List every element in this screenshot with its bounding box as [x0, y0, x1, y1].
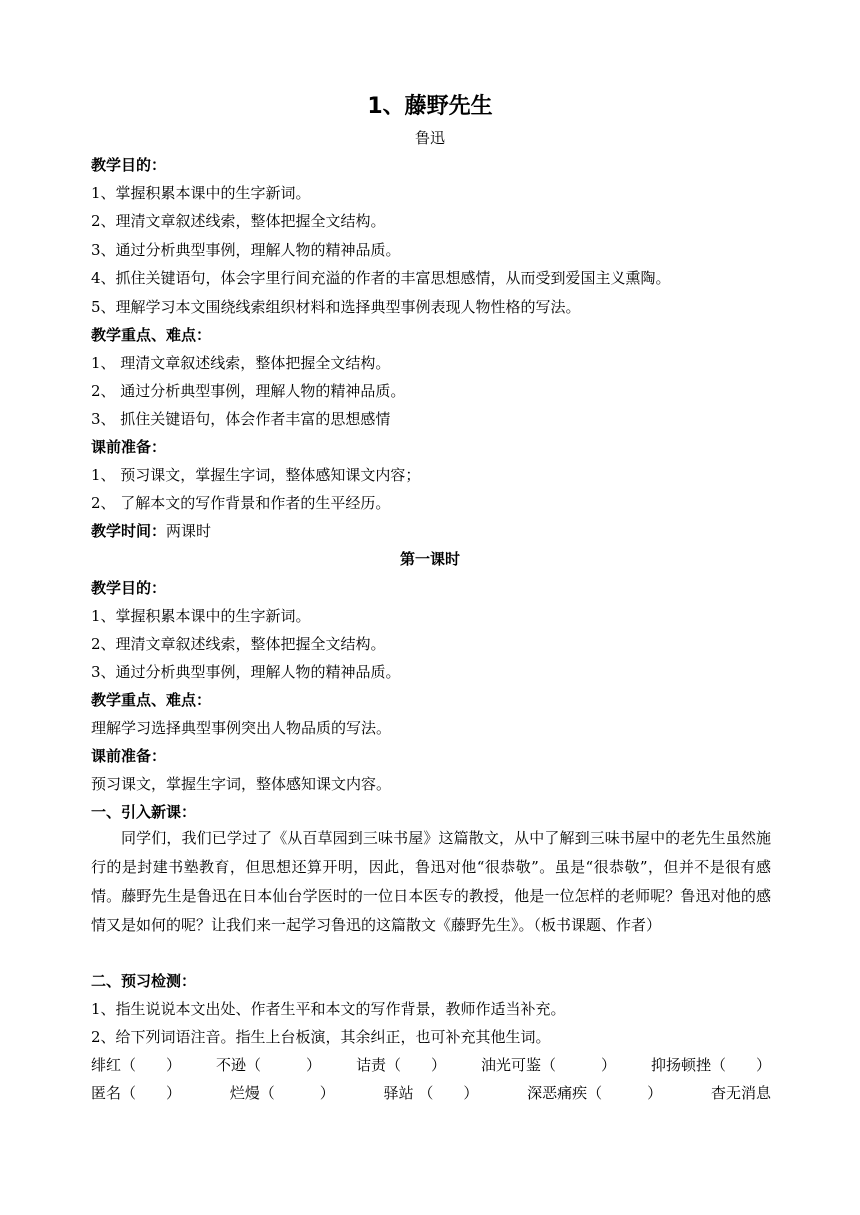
section-heading: 教学目的： — [91, 579, 167, 597]
section-heading: 课前准备： — [91, 747, 167, 765]
body-text: 理解学习选择典型事例突出人物品质的写法。 — [91, 719, 392, 737]
list-item: 3、通过分析典型事例，理解人物的精神品质。 — [91, 241, 401, 259]
list-item: 1、掌握积累本课中的生字新词。 — [91, 607, 311, 625]
doc-title: 1、藤野先生 — [367, 94, 493, 119]
intro-paragraph: 同学们，我们已学过了《从百草园到三味书屋》这篇散文，从中了解到三味书屋中的老先生虽然施行的是封建书塾教育，但思想还算开明，因此，鲁迅对他“很恭敬”。虽是“很恭敬”，但并不是很有感情。藤野先生是鲁迅在日本仙台学医时的一位日本医专的教授，他是一位怎样的老师呢？鲁迅对他的感情又是如何的呢？让我们来一起学习鲁迅的这篇散文《藤野先生》。（板书课题、作者） — [91, 829, 771, 934]
section-heading: 一、引入新课： — [91, 803, 197, 821]
teaching-time-label: 教学时间： — [91, 522, 167, 540]
list-item: 2、理清文章叙述线索，整体把握全文结构。 — [91, 212, 386, 230]
list-item: 1、指生说说本文出处、作者生平和本文的写作背景，教师作适当补充。 — [91, 1000, 566, 1018]
vocab-row — [91, 1054, 771, 1076]
vocab-item: 杳无消息 — [710, 1084, 771, 1102]
section-heading: 二、预习检测： — [91, 972, 197, 990]
lesson-heading: 第一课时 — [399, 550, 460, 568]
vocab-item: 深恶痛疾（ ） — [527, 1084, 663, 1102]
list-item: 1、 预习课文，掌握生字词，整体感知课文内容； — [91, 466, 421, 484]
vocab-item: 绯红（ ） — [91, 1056, 182, 1074]
vocab-item: 不逊（ ） — [215, 1056, 321, 1074]
vocab-item: 油光可鉴（ ） — [480, 1056, 616, 1074]
teaching-time — [91, 520, 771, 542]
vocab-item: 驿站 （ ） — [383, 1084, 479, 1102]
doc-author: 鲁迅 — [414, 129, 445, 147]
list-item: 2、 了解本文的写作背景和作者的生平经历。 — [91, 494, 391, 512]
vocab-row — [91, 1082, 771, 1104]
section-heading: 教学重点、难点： — [91, 691, 212, 709]
section-heading: 教学目的： — [91, 156, 167, 174]
list-item: 2、给下列词语注音。指生上台板演，其余纠正，也可补充其他生词。 — [91, 1028, 551, 1046]
list-item: 2、理清文章叙述线索，整体把握全文结构。 — [91, 635, 386, 653]
list-item: 1、掌握积累本课中的生字新词。 — [91, 184, 311, 202]
list-item: 4、抓住关键语句，体会字里行间充溢的作者的丰富思想感情，从而受到爱国主义熏陶。 — [91, 269, 671, 287]
list-item: 2、 通过分析典型事例，理解人物的精神品质。 — [91, 382, 406, 400]
teaching-time-value: 两课时 — [166, 522, 212, 540]
section-heading: 教学重点、难点： — [91, 326, 212, 344]
list-item: 1、 理清文章叙述线索，整体把握全文结构。 — [91, 354, 391, 372]
vocab-item: 抑扬顿挫（ ） — [650, 1056, 771, 1074]
vocab-item: 烂熳（ ） — [229, 1084, 335, 1102]
vocab-item: 匿名（ ） — [91, 1084, 182, 1102]
list-item: 3、通过分析典型事例，理解人物的精神品质。 — [91, 663, 401, 681]
list-item: 3、 抓住关键语句，体会作者丰富的思想感情 — [91, 410, 391, 428]
list-item: 5、理解学习本文围绕线索组织材料和选择典型事例表现人物性格的写法。 — [91, 298, 581, 316]
body-text: 预习课文，掌握生字词，整体感知课文内容。 — [91, 775, 392, 793]
vocab-item: 诘责（ ） — [355, 1056, 446, 1074]
section-heading: 课前准备： — [91, 438, 167, 456]
